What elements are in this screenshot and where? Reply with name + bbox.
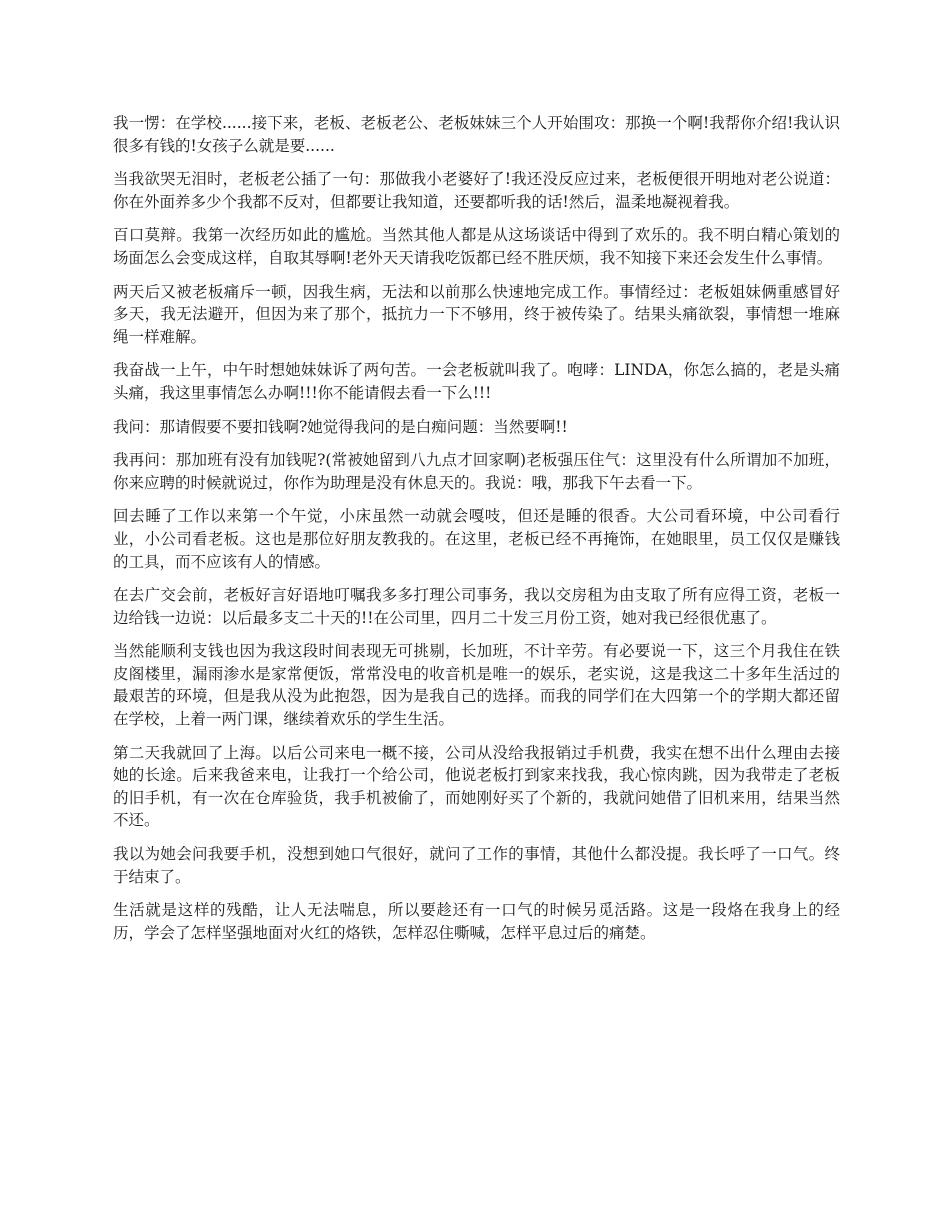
paragraph: 两天后又被老板痛斥一顿，因我生病，无法和以前那么快速地完成工作。事情经过：老板姐妹俩重感冒好多天，我无法避开，但因为来了那个，抵抗力一下不够用，终于被传染了。结果头痛欲裂，事情想一堆麻绳一样难解。 bbox=[113, 282, 840, 346]
document-body bbox=[113, 112, 840, 955]
paragraph: 第二天我就回了上海。以后公司来电一概不接，公司从没给我报销过手机费，我实在想不出什么理由去接她的长途。后来我爸来电，让我打一个给公司，他说老板打到家来找我，我心惊肉跳，因为我带走了老板的旧手机，有一次在仓库验货，我手机被偷了，而她刚好买了个新的，我就问她借了旧机来用，结果当然不还。 bbox=[113, 743, 840, 830]
paragraph: 我奋战一上午，中午时想她妹妹诉了两句苦。一会老板就叫我了。咆哮：LINDA，你怎么搞的，老是头痛头痛，我这里事情怎么办啊!!!你不能请假去看一下么!!! bbox=[113, 361, 840, 402]
paragraph: 百口莫辩。我第一次经历如此的尴尬。当然其他人都是从这场谈话中得到了欢乐的。我不明白精心策划的场面怎么会变成这样，自取其辱啊!老外天天请我吃饭都已经不胜厌烦，我不知接下来还会发生什么事情。 bbox=[113, 226, 840, 267]
paragraph: 我问：那请假要不要扣钱啊?她觉得我问的是白痴问题：当然要啊!! bbox=[113, 417, 568, 436]
paragraph: 在去广交会前，老板好言好语地叮嘱我多多打理公司事务，我以交房租为由支取了所有应得工资，老板一边给钱一边说：以后最多支二十天的!!在公司里，四月二十发三月份工资，她对我已经很优惠了。 bbox=[113, 586, 840, 627]
paragraph: 我一愣：在学校......接下来，老板、老板老公、老板妹妹三个人开始围攻：那换一个啊!我帮你介绍!我认识很多有钱的!女孩子么就是要...... bbox=[113, 114, 840, 155]
paragraph: 我再问：那加班有没有加钱呢?(常被她留到八九点才回家啊)老板强压住气：这里没有什么所谓加不加班，你来应聘的时候就说过，你作为助理是没有休息天的。我说：哦，那我下午去看一下。 bbox=[113, 451, 840, 492]
paragraph: 生活就是这样的残酷，让人无法喘息，所以要趁还有一口气的时候另觅活路。这是一段烙在我身上的经历，学会了怎样坚强地面对火红的烙铁，怎样忍住嘶喊，怎样平息过后的痛楚。 bbox=[113, 901, 840, 942]
paragraph: 回去睡了工作以来第一个午觉，小床虽然一动就会嘎吱，但还是睡的很香。大公司看环境，中公司看行业，小公司看老板。这也是那位好朋友教我的。在这里，老板已经不再掩饰，在她眼里，员工仅仅是赚钱的工具，而不应该有人的情感。 bbox=[113, 507, 840, 571]
paragraph: 当然能顺利支钱也因为我这段时间表现无可挑剔，长加班，不计辛劳。有必要说一下，这三个月我住在铁皮阁楼里，漏雨渗水是家常便饭，常常没电的收音机是唯一的娱乐，老实说，这是我这二十多年生活过的最艰苦的环境，但是我从没为此抱怨，因为是我自己的选择。而我的同学们在大四第一个的学期大都还留在学校，上着一两门课，继续着欢乐的学生生活。 bbox=[113, 642, 840, 729]
paragraph: 我以为她会问我要手机，没想到她口气很好，就问了工作的事情，其他什么都没提。我长呼了一口气。终于结束了。 bbox=[113, 845, 840, 886]
paragraph: 当我欲哭无泪时，老板老公插了一句：那做我小老婆好了!我还没反应过来，老板便很开明地对老公说道：你在外面养多少个我都不反对，但都要让我知道，还要都听我的话!然后，温柔地凝视着我。 bbox=[113, 170, 840, 211]
